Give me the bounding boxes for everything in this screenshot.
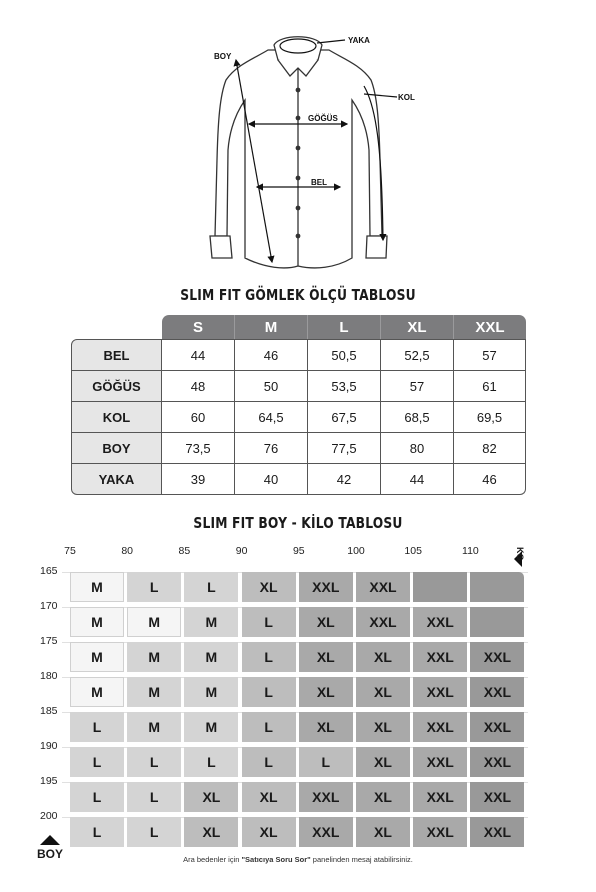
fit-cell: L bbox=[127, 572, 181, 602]
measurement-cell: 42 bbox=[308, 464, 381, 495]
fit-grid-title: SLIM FIT BOY - KİLO TABLOSU bbox=[193, 514, 403, 532]
measurement-cell: 80 bbox=[381, 433, 454, 464]
fit-cell: XL bbox=[184, 782, 238, 812]
fit-cell: L bbox=[127, 782, 181, 812]
fit-cell: XXL bbox=[299, 782, 353, 812]
kg-tick-label: 85 bbox=[178, 545, 191, 557]
fit-cell: L bbox=[127, 817, 181, 847]
fit-cell: XXL bbox=[299, 817, 353, 847]
fit-cell: M bbox=[127, 642, 181, 672]
fit-cell: XL bbox=[184, 817, 238, 847]
fit-cell: L bbox=[70, 817, 124, 847]
measurement-cell: 61 bbox=[454, 371, 526, 402]
fit-cell: M bbox=[184, 642, 238, 672]
fit-cell: M bbox=[70, 642, 124, 672]
measurement-cell: 77,5 bbox=[308, 433, 381, 464]
fit-cell bbox=[413, 572, 467, 602]
height-weight-grid bbox=[0, 545, 596, 865]
fit-cell: L bbox=[242, 712, 296, 742]
size-header-3: XL bbox=[381, 315, 454, 339]
measurement-cell: 60 bbox=[162, 402, 235, 433]
fit-cell: XXL bbox=[413, 712, 467, 742]
size-header-2: L bbox=[308, 315, 381, 339]
fit-cell: XL bbox=[299, 677, 353, 707]
label-boy: BOY bbox=[214, 52, 232, 61]
fit-cell: XXL bbox=[356, 572, 410, 602]
fit-cell: XXL bbox=[470, 817, 524, 847]
height-tick-label: 200 bbox=[40, 810, 58, 822]
fit-cell: M bbox=[184, 607, 238, 637]
boy-arrow-icon bbox=[38, 833, 62, 847]
kg-tick-label: 95 bbox=[292, 545, 305, 557]
measurement-row bbox=[71, 339, 526, 371]
fit-cell: L bbox=[242, 677, 296, 707]
measurement-row bbox=[71, 464, 526, 495]
measurement-row-label: BEL bbox=[71, 339, 162, 371]
footnote bbox=[0, 855, 596, 864]
fit-cell: L bbox=[242, 747, 296, 777]
shirt-measurement-illustration bbox=[0, 0, 596, 280]
height-tick-label: 195 bbox=[40, 775, 58, 787]
fit-cell: XL bbox=[356, 677, 410, 707]
label-bel: BEL bbox=[311, 178, 327, 187]
fit-cell: L bbox=[242, 607, 296, 637]
fit-cell: XXL bbox=[413, 677, 467, 707]
fit-cell: M bbox=[127, 607, 181, 637]
height-tick-label: 175 bbox=[40, 635, 58, 647]
fit-cell: XXL bbox=[470, 782, 524, 812]
fit-cell: M bbox=[127, 712, 181, 742]
measurement-cell: 44 bbox=[381, 464, 454, 495]
height-tick-label: 190 bbox=[40, 740, 58, 752]
fit-cell: XXL bbox=[413, 782, 467, 812]
fit-cell: XL bbox=[356, 817, 410, 847]
kg-tick-label: 80 bbox=[121, 545, 134, 557]
fit-cell: XXL bbox=[299, 572, 353, 602]
measurement-row bbox=[71, 371, 526, 402]
kg-axis-label: KG bbox=[515, 547, 525, 561]
measurement-cell: 46 bbox=[235, 339, 308, 371]
fit-cell: L bbox=[70, 712, 124, 742]
measurement-cell: 53,5 bbox=[308, 371, 381, 402]
measurement-cell: 44 bbox=[162, 339, 235, 371]
measurement-cell: 76 bbox=[235, 433, 308, 464]
fit-cell bbox=[470, 572, 524, 602]
fit-cell: XL bbox=[299, 642, 353, 672]
fit-cell bbox=[470, 607, 524, 637]
fit-cell: M bbox=[70, 572, 124, 602]
size-table-title: SLIM FIT GÖMLEK ÖLÇÜ TABLOSU bbox=[180, 286, 416, 304]
kg-tick-label: 110 bbox=[462, 545, 479, 557]
measurement-cell: 39 bbox=[162, 464, 235, 495]
fit-cell: M bbox=[70, 677, 124, 707]
size-header-0: S bbox=[162, 315, 235, 339]
fit-cell: XXL bbox=[413, 607, 467, 637]
fit-cell: L bbox=[299, 747, 353, 777]
fit-cell: XXL bbox=[470, 642, 524, 672]
size-header-1: M bbox=[235, 315, 308, 339]
fit-cell: XL bbox=[356, 642, 410, 672]
height-axis-label: BOY bbox=[37, 847, 64, 861]
measurement-row bbox=[71, 433, 526, 464]
fit-cell: M bbox=[70, 607, 124, 637]
measurement-cell: 50,5 bbox=[308, 339, 381, 371]
footnote-bold: "Satıcıya Soru Sor" bbox=[241, 855, 311, 864]
measurement-row-label: BOY bbox=[71, 433, 162, 464]
measurement-cell: 73,5 bbox=[162, 433, 235, 464]
label-kol: KOL bbox=[398, 93, 415, 102]
measurement-cell: 52,5 bbox=[381, 339, 454, 371]
fit-cell: L bbox=[242, 642, 296, 672]
fit-cell: XXL bbox=[470, 747, 524, 777]
fit-cell: XXL bbox=[413, 817, 467, 847]
size-measurement-table bbox=[71, 315, 526, 495]
label-gogus: GÖĞÜS bbox=[308, 114, 338, 123]
measurement-row-label: KOL bbox=[71, 402, 162, 433]
measurement-cell: 64,5 bbox=[235, 402, 308, 433]
kg-tick-label: 75 bbox=[64, 545, 76, 557]
fit-cell: XXL bbox=[356, 607, 410, 637]
measurement-cell: 40 bbox=[235, 464, 308, 495]
fit-cell: XXL bbox=[470, 712, 524, 742]
fit-cell: XXL bbox=[413, 642, 467, 672]
height-tick-label: 165 bbox=[40, 565, 58, 577]
measurement-cell: 68,5 bbox=[381, 402, 454, 433]
kg-tick-label: 90 bbox=[235, 545, 248, 557]
measurement-cell: 67,5 bbox=[308, 402, 381, 433]
measurement-cell: 46 bbox=[454, 464, 526, 495]
fit-cell: M bbox=[184, 677, 238, 707]
fit-cell: XL bbox=[299, 607, 353, 637]
fit-cell: M bbox=[184, 712, 238, 742]
fit-cell: L bbox=[184, 572, 238, 602]
measurement-cell: 48 bbox=[162, 371, 235, 402]
fit-cell: XXL bbox=[413, 747, 467, 777]
kg-tick-label: 105 bbox=[404, 545, 422, 557]
height-tick-label: 180 bbox=[40, 670, 58, 682]
fit-cell: XXL bbox=[470, 677, 524, 707]
measurement-cell: 69,5 bbox=[454, 402, 526, 433]
measurement-cell: 82 bbox=[454, 433, 526, 464]
fit-cell: XL bbox=[356, 747, 410, 777]
measurement-row-label: GÖĞÜS bbox=[71, 371, 162, 402]
size-header-row bbox=[71, 315, 526, 339]
height-tick-label: 170 bbox=[40, 600, 58, 612]
fit-cell: XL bbox=[242, 782, 296, 812]
height-tick-label: 185 bbox=[40, 705, 58, 717]
label-yaka: YAKA bbox=[348, 36, 370, 45]
fit-cell: XL bbox=[356, 782, 410, 812]
fit-cell: XL bbox=[242, 572, 296, 602]
fit-cell: L bbox=[70, 782, 124, 812]
measurement-cell: 57 bbox=[454, 339, 526, 371]
fit-cell: XL bbox=[242, 817, 296, 847]
fit-cell: XL bbox=[356, 712, 410, 742]
measurement-cell: 50 bbox=[235, 371, 308, 402]
fit-cell: L bbox=[184, 747, 238, 777]
footnote-pre: Ara bedenler için bbox=[183, 855, 242, 864]
measurement-cell: 57 bbox=[381, 371, 454, 402]
fit-cell: L bbox=[70, 747, 124, 777]
footnote-post: panelinden mesaj atabilirsiniz. bbox=[310, 855, 413, 864]
fit-cell: XL bbox=[299, 712, 353, 742]
size-header-4: XXL bbox=[454, 315, 526, 339]
measurement-row-label: YAKA bbox=[71, 464, 162, 495]
header-spacer bbox=[71, 315, 162, 339]
kg-tick-label: 100 bbox=[347, 545, 365, 557]
fit-cell: M bbox=[127, 677, 181, 707]
measurement-row bbox=[71, 402, 526, 433]
fit-cell: L bbox=[127, 747, 181, 777]
